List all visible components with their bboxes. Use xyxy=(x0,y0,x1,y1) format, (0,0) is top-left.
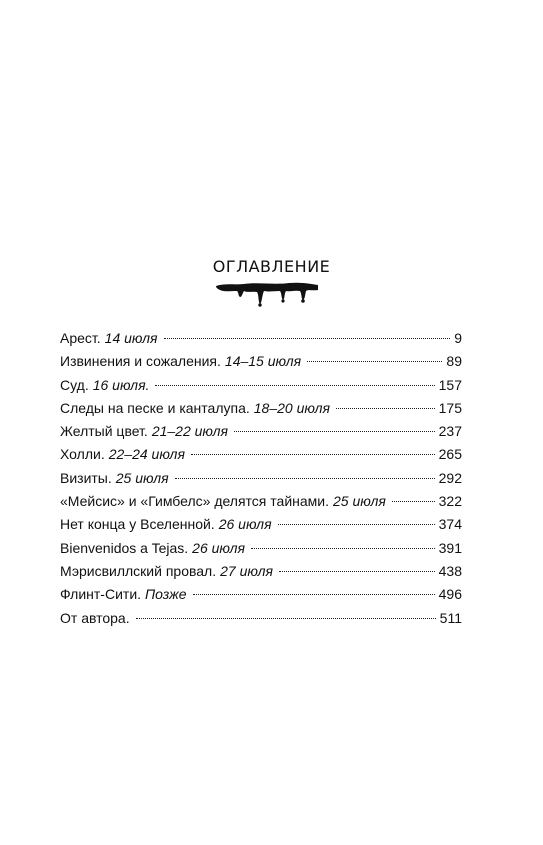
toc-entry[interactable] xyxy=(60,327,462,350)
toc-entry-page: 391 xyxy=(438,539,462,556)
toc-entry-page: 157 xyxy=(438,376,462,393)
toc-entry-date: 14 июля xyxy=(104,330,158,346)
ink-drip-ornament xyxy=(214,281,320,307)
toc-entry[interactable] xyxy=(60,420,462,443)
dot-leader xyxy=(164,338,451,339)
toc-entry[interactable] xyxy=(60,607,462,630)
dot-leader xyxy=(191,454,435,455)
toc-entry-page: 265 xyxy=(438,446,462,463)
toc-entry-date: 25 июля xyxy=(115,469,169,486)
dot-leader xyxy=(136,618,436,619)
toc-entry-page: 89 xyxy=(446,353,462,370)
toc-entry-title: Мэрисвиллский провал. xyxy=(60,562,217,579)
toc-entry[interactable] xyxy=(60,397,462,420)
toc-entry-date: Позже xyxy=(145,586,187,603)
toc-entry-title: Извинения и сожаления. xyxy=(60,353,221,370)
toc-entry-title: Суд. xyxy=(60,376,89,393)
toc-entry[interactable] xyxy=(60,443,462,466)
toc-entry-date: 25 июля xyxy=(333,493,386,510)
dot-leader xyxy=(336,408,435,409)
toc-entry-page: 175 xyxy=(438,399,462,416)
toc-entry-title: Нет конца у Вселенной. xyxy=(60,516,215,533)
toc-entry-date: 14–15 июля xyxy=(224,353,302,370)
toc-entry-date: 26 июля xyxy=(218,516,272,533)
toc-entry-page: 438 xyxy=(438,562,462,579)
dot-leader xyxy=(279,571,435,572)
toc-entry-title: «Мейсис» и «Гимбелс» делятся тайнами. xyxy=(60,493,329,510)
dot-leader xyxy=(392,501,435,502)
toc-entry[interactable] xyxy=(60,350,462,373)
toc-entry-title: Следы на песке и канталупа. xyxy=(60,399,250,416)
toc-entry-date: 18–20 июля xyxy=(253,399,330,416)
toc-entry-date: 21–22 июля xyxy=(151,423,229,440)
toc-entry-page: 322 xyxy=(438,493,462,510)
toc-entry-date: 16 июля. xyxy=(92,376,150,393)
table-of-contents xyxy=(60,327,462,630)
toc-entry-date: 22–24 июля xyxy=(108,446,185,463)
dot-leader xyxy=(193,594,435,595)
toc-entry-title: Визиты. xyxy=(60,469,112,486)
toc-entry-page: 374 xyxy=(438,516,462,533)
dot-leader xyxy=(175,478,435,479)
toc-entry[interactable] xyxy=(60,583,462,606)
toc-entry-page: 237 xyxy=(438,423,462,440)
toc-entry-page: 292 xyxy=(438,469,462,486)
dot-leader xyxy=(251,548,435,549)
dot-leader xyxy=(278,524,435,525)
dot-leader xyxy=(307,361,442,362)
toc-entry[interactable] xyxy=(60,467,462,490)
toc-entry-title: Bienvenidos a Tejas. xyxy=(60,539,189,556)
toc-entry[interactable] xyxy=(60,560,462,583)
toc-entry-title: Арест. xyxy=(60,330,101,346)
toc-entry-page: 511 xyxy=(439,609,462,626)
toc-entry-date: 27 июля xyxy=(220,562,273,579)
toc-entry-date: 26 июля xyxy=(192,539,246,556)
toc-entry[interactable] xyxy=(60,513,462,536)
toc-entry-page: 9 xyxy=(454,330,462,346)
page-title: ОГЛАВЛЕНИЕ xyxy=(212,257,331,276)
toc-entry-page: 496 xyxy=(438,586,462,603)
toc-entry-title: Флинт-Сити. xyxy=(60,586,142,603)
dot-leader xyxy=(155,385,434,386)
toc-entry-title: Холли. xyxy=(60,446,105,463)
toc-entry[interactable] xyxy=(60,490,462,513)
toc-entry[interactable] xyxy=(60,537,462,560)
toc-entry[interactable] xyxy=(60,374,462,397)
toc-entry-title: Желтый цвет. xyxy=(60,423,148,440)
toc-entry-title: От автора. xyxy=(60,609,130,626)
dot-leader xyxy=(234,431,435,432)
